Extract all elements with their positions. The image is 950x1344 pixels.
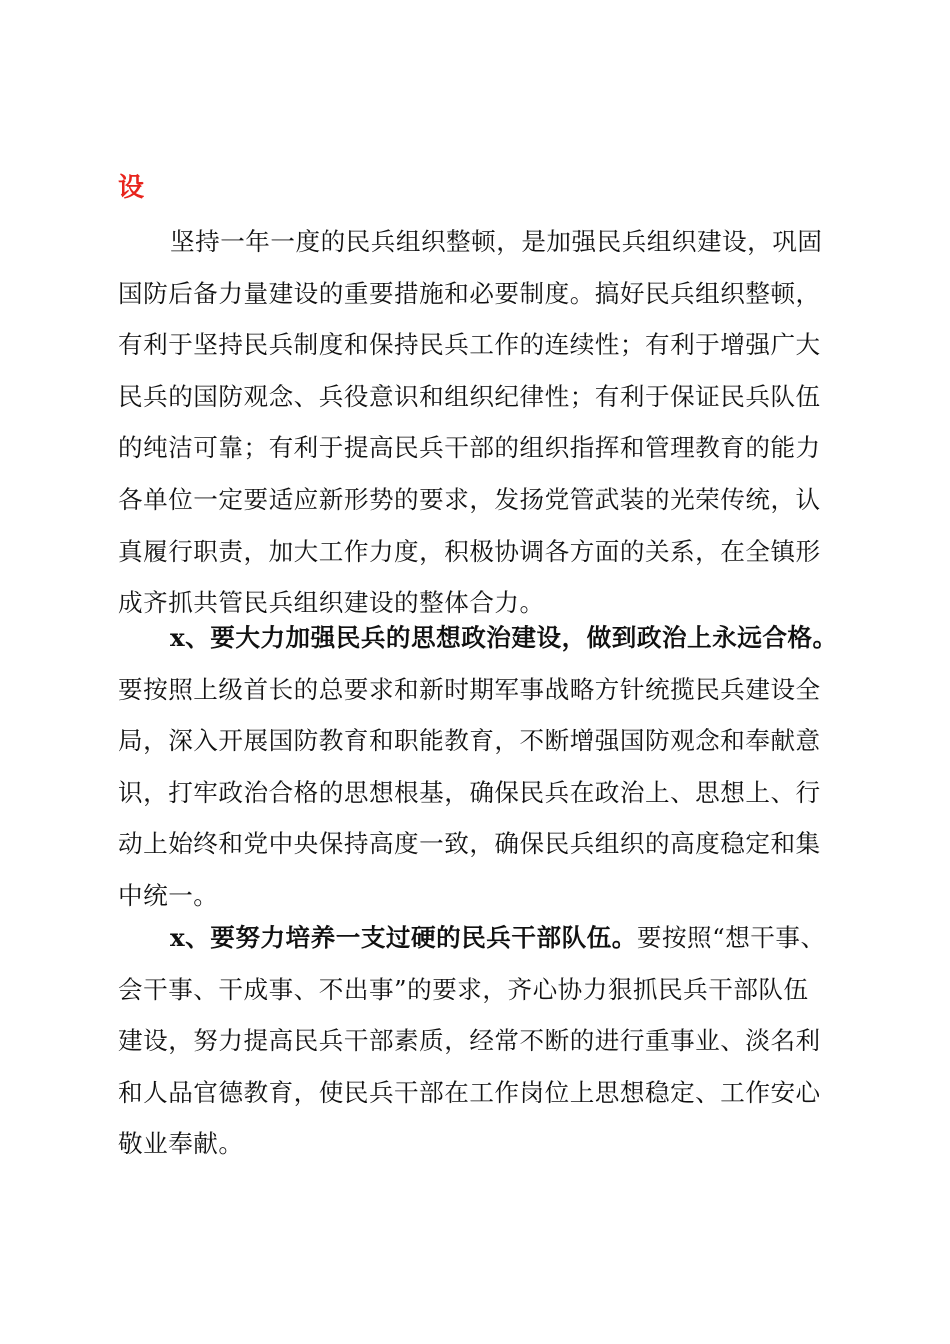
text-line: 识，打牢政治合格的思想根基，确保民兵在政治上、思想上、行 <box>118 777 821 807</box>
text-line: 民兵的国防观念、兵役意识和组织纪律性；有利于保证民兵队伍 <box>118 381 821 411</box>
text-line: 成齐抓共管民兵组织建设的整体合力。 <box>118 588 545 618</box>
paragraph-cadre-team <box>118 912 832 1170</box>
text-line: 要按照上级首长的总要求和新时期军事战略方针统揽民兵建设全 <box>118 674 821 704</box>
text-line: 国防后备力量建设的重要措施和必要制度。搞好民兵组织整顿， <box>118 278 821 308</box>
paragraph-lead-heading: x、要努力培养一支过硬的民兵干部队伍。 <box>170 923 637 952</box>
text-line: 的纯洁可靠；有利于提高民兵干部的组织指挥和管理教育的能力 <box>118 433 821 463</box>
text-line <box>118 912 832 964</box>
text-line: 中统一。 <box>118 880 219 910</box>
text-line: 各单位一定要适应新形势的要求，发扬党管武装的光荣传统，认 <box>118 484 821 514</box>
paragraph-lead-heading: x、要大力加强民兵的思想政治建设，做到政治上永远合格。 <box>170 623 838 652</box>
text-line: 真履行职责，加大工作力度，积极协调各方面的关系，在全镇形 <box>118 536 821 566</box>
text-line: 有利于坚持民兵制度和保持民兵工作的连续性；有利于增强广大 <box>118 330 821 360</box>
paragraph-militia-reorganization <box>118 216 832 629</box>
section-heading-fragment: 设 <box>118 173 145 203</box>
text-line: 敬业奉献。 <box>118 1129 244 1159</box>
text-line: 建设，努力提高民兵干部素质，经常不断的进行重事业、淡名利 <box>118 1026 821 1056</box>
lead-tail-text: 要按照“想干事、 <box>636 923 826 952</box>
text-line: 动上始终和党中央保持高度一致，确保民兵组织的高度稳定和集 <box>118 829 821 859</box>
text-line: 坚持一年一度的民兵组织整顿，是加强民兵组织建设，巩固 <box>170 227 823 256</box>
text-line: 局，深入开展国防教育和职能教育，不断增强国防观念和奉献意 <box>118 726 821 756</box>
text-line: 会干事、干成事、不出事”的要求，齐心协力狠抓民兵干部队伍 <box>118 974 809 1004</box>
text-line: 和人品官德教育，使民兵干部在工作岗位上思想稳定、工作安心 <box>118 1077 821 1107</box>
paragraph-political-construction <box>118 612 838 922</box>
